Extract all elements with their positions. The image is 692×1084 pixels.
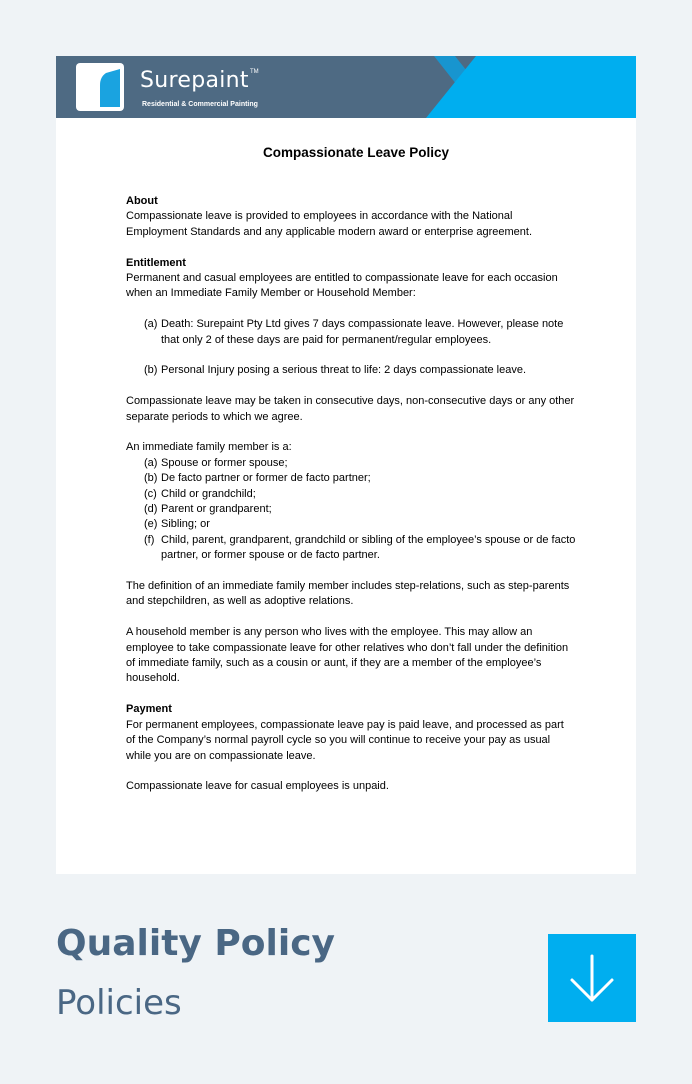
consecutive-text: Compassionate leave may be taken in consecutive days, non-consecutive days or any other separate periods to which we agree. <box>126 395 575 423</box>
entitlement-list <box>126 317 576 379</box>
list-item-text: Death: Surepaint Pty Ltd gives 7 days compassionate leave. However, please note that only 2 of these days are paid for permanent/regular employees. <box>161 318 564 346</box>
list-item-text: Child or grandchild; <box>161 487 256 500</box>
download-button[interactable] <box>548 934 636 1022</box>
list-item <box>126 456 576 471</box>
list-item <box>126 317 576 348</box>
entitlement-text: Permanent and casual employees are entitled to compassionate leave for each occasion when an Immediate Family Member or Household Member: <box>126 272 558 300</box>
family-intro: An immediate family member is a: <box>126 441 292 454</box>
document-title: Compassionate Leave Policy <box>262 145 450 160</box>
about-heading: About <box>126 195 158 207</box>
list-marker: (c) <box>144 487 157 500</box>
list-item <box>126 517 576 532</box>
list-marker: (a) <box>144 318 158 331</box>
payment-text: For permanent employees, compassionate leave pay is paid leave, and processed as part of the Company’s normal payroll cycle so you will continue to receive your pay as usual while you are on compassionate leave. <box>126 718 564 762</box>
household-text: A household member is any person who lives with the employee. This may allow an employee to take compassionate leave for other relatives who don’t fall under the definition of immediate family, such as a cousin or aunt, if they are a member of the employee’s household. <box>126 626 569 685</box>
list-item-text: Personal Injury posing a serious threat to life: 2 days compassionate leave. <box>161 364 527 377</box>
definition-text: The definition of an immediate family member includes step-relations, such as step-parents and stepchildren, as well as adoptive relations. <box>126 580 570 608</box>
list-item <box>126 487 576 502</box>
list-marker: (d) <box>144 503 158 516</box>
list-marker: (b) <box>144 364 158 377</box>
list-item <box>126 533 576 564</box>
list-marker: (f) <box>144 533 155 546</box>
list-item-text: De facto partner or former de facto partner; <box>161 472 371 485</box>
list-marker: (a) <box>144 456 158 469</box>
about-text: Compassionate leave is provided to employees in accordance with the National Employment Standards and any applicable modern award or enterprise agreement. <box>126 210 533 238</box>
list-item <box>126 471 576 486</box>
list-item-text: Spouse or former spouse; <box>161 456 288 469</box>
document-letterhead <box>56 56 636 118</box>
arrow-down-icon <box>548 934 636 1022</box>
list-marker: (b) <box>144 472 158 485</box>
list-marker: (e) <box>144 518 158 531</box>
list-item <box>126 502 576 517</box>
casual-payment-text: Compassionate leave for casual employees is unpaid. <box>126 780 389 793</box>
document-preview[interactable] <box>56 56 636 874</box>
payment-heading: Payment <box>126 703 172 716</box>
entitlement-heading: Entitlement <box>126 256 186 269</box>
brand-tagline: Residential & Commercial Painting <box>142 101 258 108</box>
card-title[interactable]: Quality Policy <box>56 923 336 964</box>
brand-trademark: TM <box>250 69 259 75</box>
brand-name: Surepaint <box>140 68 249 93</box>
document-body <box>126 144 576 810</box>
card-category: Policies <box>56 983 182 1023</box>
list-item-text: Sibling; or <box>161 518 210 531</box>
surepaint-logo-icon <box>76 63 124 111</box>
list-item-text: Child, parent, grandparent, grandchild or sibling of the employee’s spouse or de facto partner, or former spouse or de facto partner. <box>161 533 576 562</box>
list-item-text: Parent or grandparent; <box>161 503 272 516</box>
list-item <box>126 363 576 378</box>
family-member-list <box>126 456 576 564</box>
